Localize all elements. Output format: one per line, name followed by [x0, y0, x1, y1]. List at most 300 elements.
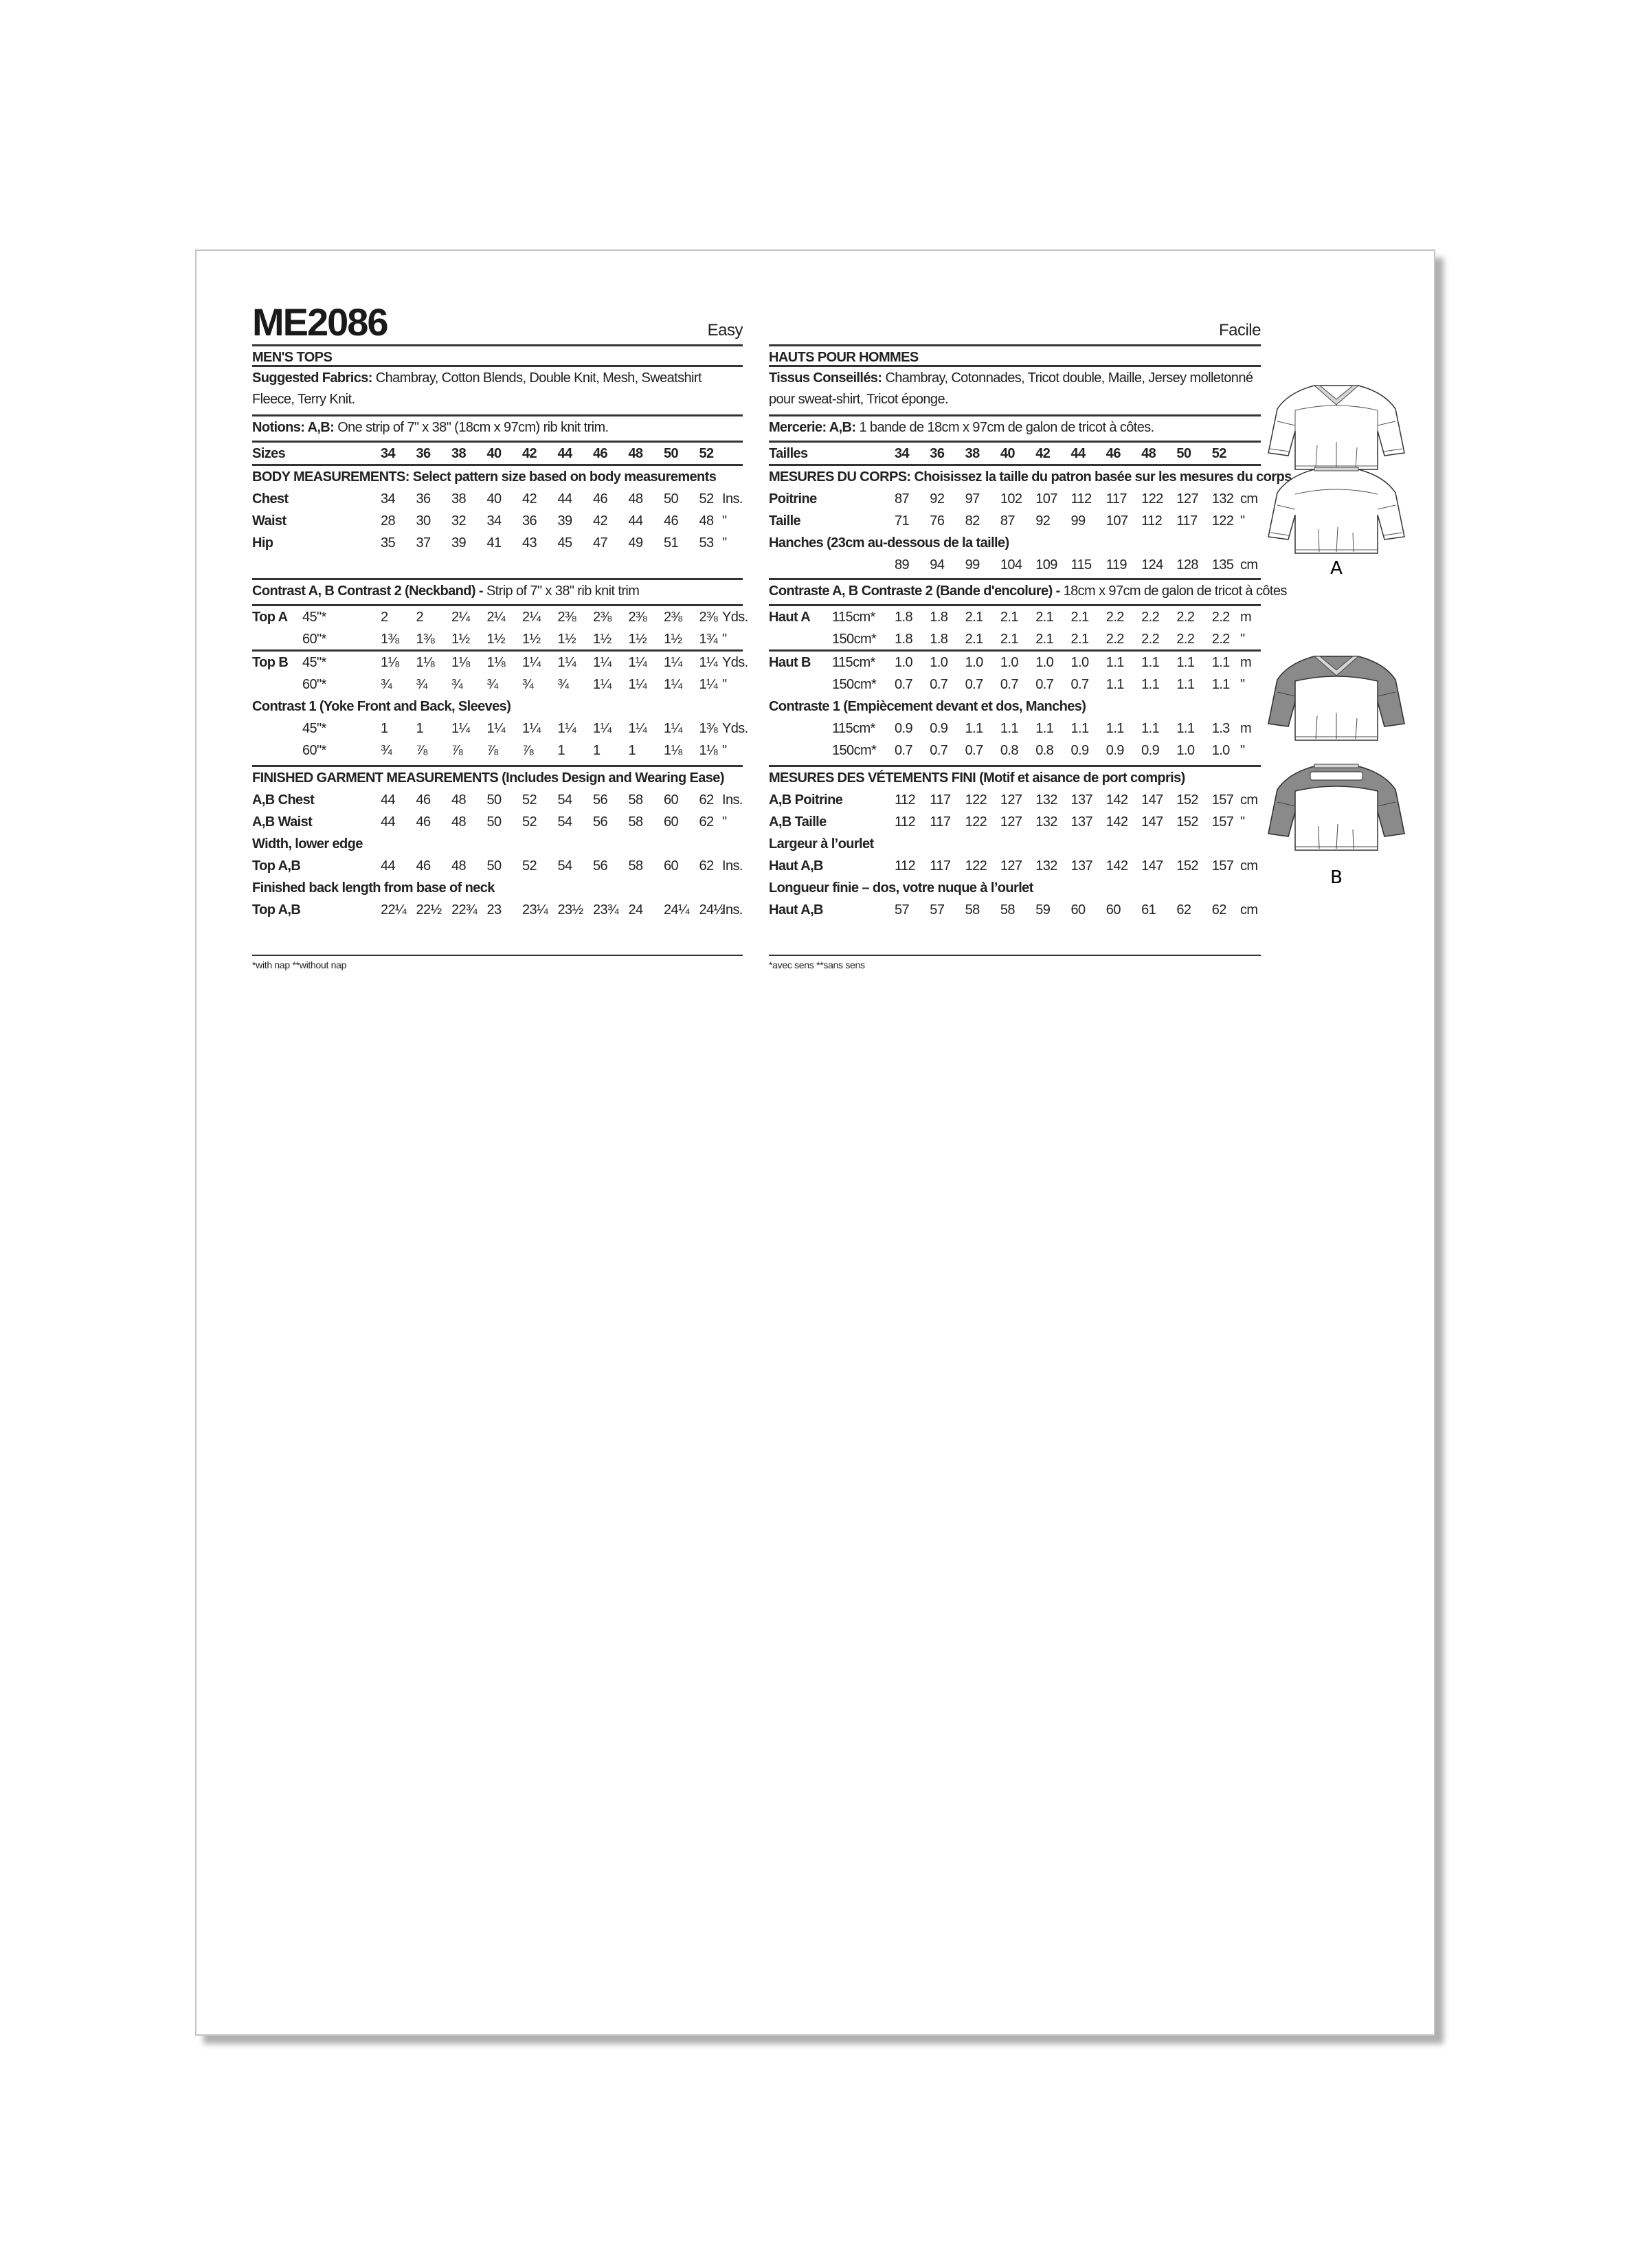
table-section [252, 765, 743, 955]
unit-label: " [722, 632, 727, 647]
fabric-width: 45"* [302, 610, 326, 625]
cell-value: 127 [1176, 491, 1198, 507]
cell-value: 2.1 [1070, 632, 1089, 647]
row-label: A,B Taille [769, 814, 827, 830]
cell-value: 1.1 [1141, 721, 1160, 736]
cell-value: 2¼ [451, 610, 470, 625]
cell-value: 35 [381, 535, 396, 551]
cell-value: 1⅛ [664, 743, 682, 758]
cell-value: 1⅛ [451, 655, 470, 670]
cell-value: 1 [557, 743, 565, 758]
view-a-label: A [1330, 558, 1343, 579]
table-row [769, 628, 1261, 650]
cell-value: 36 [522, 513, 537, 529]
row-label: A,B Chest [252, 792, 315, 808]
fabric-width: 115cm* [832, 721, 875, 736]
subsection-label: Finished back length from base of neck [252, 880, 495, 896]
cell-value: 2.2 [1176, 610, 1195, 625]
footnote [769, 956, 1261, 978]
cell-value: 2.2 [1106, 610, 1124, 625]
cell-value: 2.2 [1211, 610, 1230, 625]
cell-value: 102 [1000, 491, 1022, 507]
table-section [252, 604, 748, 649]
cell-value: 117 [1106, 491, 1127, 507]
table-section [252, 365, 743, 414]
subsection-label: Largeur à l’ourlet [769, 836, 874, 852]
table-section [252, 578, 743, 604]
cell-value: 56 [593, 858, 608, 874]
cell-value: 0.7 [1035, 677, 1054, 692]
cell-value: 112 [895, 792, 916, 808]
size-value: 52 [699, 446, 714, 461]
cell-value: 2.1 [965, 610, 983, 625]
table-row [769, 554, 1261, 576]
fabric-width: 115cm* [832, 610, 875, 625]
cell-value: 50 [664, 491, 679, 507]
unit-label: Ins. [722, 858, 743, 874]
cell-value: 42 [522, 491, 537, 507]
table-row [252, 510, 743, 532]
table-section [769, 414, 1261, 441]
cell-value: 1⅜ [699, 721, 718, 736]
subsection-note: 18cm x 97cm de galon de tricot à côtes [1059, 583, 1287, 599]
cell-value: 0.9 [1141, 743, 1160, 758]
row-label: Haut A,B [769, 902, 823, 918]
cell-value: 0.9 [1070, 743, 1089, 758]
cell-value: 0.7 [930, 677, 948, 692]
cell-value: 127 [1000, 792, 1022, 808]
size-value: 48 [1141, 446, 1156, 461]
cell-value: 117 [930, 814, 951, 830]
cell-value: 132 [1035, 814, 1057, 830]
info-label: Mercerie: A,B: [769, 420, 856, 435]
cell-value: 34 [486, 513, 502, 529]
table-row [252, 740, 743, 761]
cell-value: 92 [930, 491, 945, 507]
cell-value: 1.0 [1211, 743, 1230, 758]
cell-value: 117 [1176, 513, 1198, 529]
unit-label: " [722, 535, 727, 551]
fabric-width: 45"* [302, 655, 326, 670]
size-value: 38 [451, 446, 467, 461]
cell-value: 2¼ [522, 610, 541, 625]
cell-value: 82 [965, 513, 980, 529]
table-row [769, 606, 1261, 628]
cell-value: 22¾ [451, 902, 478, 918]
cell-value: 58 [965, 902, 980, 918]
cell-value: 1.1 [1211, 655, 1230, 670]
cell-value: 1.8 [930, 610, 948, 625]
table-row [252, 811, 743, 833]
row-label: Top A [252, 610, 288, 625]
subsection-heading [252, 767, 743, 789]
info-label: Suggested Fabrics: [252, 370, 372, 386]
cell-value: 1.1 [1141, 677, 1160, 692]
cell-value: 1¼ [628, 677, 647, 692]
view-b-back [1268, 764, 1404, 850]
cell-value: 107 [1035, 491, 1057, 507]
cell-value: 2.2 [1141, 632, 1160, 647]
cell-value: 60 [664, 792, 679, 808]
size-value: 40 [1000, 446, 1015, 461]
cell-value: 54 [557, 814, 572, 830]
cell-value: 1¼ [451, 721, 470, 736]
cell-value: 58 [1000, 902, 1015, 918]
info-text: Chambray, Cotonnades, Tricot double, Maille, Jersey molletonné pour sweat-shirt, Tricot éponge. [769, 370, 1253, 407]
unit-label: m [1240, 721, 1252, 736]
sizes-row [769, 443, 1261, 465]
unit-label: cm [1240, 858, 1258, 874]
view-a-back [1268, 467, 1404, 553]
cell-value: 1¼ [664, 721, 682, 736]
title-bar [769, 302, 1261, 344]
cell-value: 23¼ [522, 902, 548, 918]
cell-value: 42 [593, 513, 608, 529]
cell-value: 30 [416, 513, 431, 529]
table-row [769, 855, 1261, 877]
unit-label: cm [1240, 491, 1258, 507]
info-paragraph [252, 416, 743, 438]
cell-value: 1.3 [1211, 721, 1230, 736]
table-section [252, 441, 743, 464]
cell-value: 1¼ [557, 721, 576, 736]
size-value: 50 [664, 446, 679, 461]
table-section [769, 578, 1287, 604]
cell-value: 58 [628, 858, 643, 874]
size-value: 40 [486, 446, 502, 461]
subsection-label: Contraste A, B Contraste 2 (Bande d'encolure) - [769, 583, 1060, 599]
cell-value: 0.8 [1000, 743, 1018, 758]
subsection-heading [252, 877, 743, 899]
difficulty-label: Easy [707, 321, 743, 340]
cell-value: 1.1 [1106, 677, 1124, 692]
cell-value: 54 [557, 792, 572, 808]
cell-value: 1¼ [593, 677, 612, 692]
row-label: Taille [769, 513, 801, 529]
cell-value: ⅞ [416, 743, 427, 758]
cell-value: 2⅜ [593, 610, 612, 625]
cell-value: 147 [1141, 858, 1163, 874]
cell-value: 1 [593, 743, 601, 758]
cell-value: ¾ [486, 677, 498, 692]
cell-value: 137 [1070, 814, 1093, 830]
cell-value: 0.7 [930, 743, 948, 758]
cell-value: ¾ [451, 677, 463, 692]
cell-value: 1.1 [1000, 721, 1018, 736]
cell-value: 47 [593, 535, 608, 551]
table-section [769, 365, 1261, 414]
table-row [252, 789, 743, 811]
table-section [252, 955, 743, 982]
cell-value: 60 [664, 814, 679, 830]
table-section [769, 604, 1261, 649]
cell-value: 1⅜ [381, 632, 399, 647]
cell-value: 46 [416, 792, 431, 808]
info-label: Notions: A,B: [252, 420, 335, 435]
cell-value: 122 [965, 792, 987, 808]
size-value: 52 [1211, 446, 1226, 461]
row-label: A,B Waist [252, 814, 313, 830]
cell-value: 62 [1211, 902, 1226, 918]
cell-value: 1.8 [930, 632, 948, 647]
table-row [252, 488, 743, 510]
cell-value: 52 [522, 792, 537, 808]
cell-value: 23¾ [593, 902, 619, 918]
cell-value: 2⅜ [628, 610, 647, 625]
cell-value: 0.7 [895, 743, 913, 758]
cell-value: 46 [664, 513, 679, 529]
cell-value: 23½ [557, 902, 583, 918]
cell-value: 61 [1141, 902, 1156, 918]
cell-value: 1.1 [1106, 721, 1124, 736]
row-label: Top A,B [252, 902, 301, 918]
unit-label: Yds. [722, 610, 748, 625]
unit-label: " [1240, 814, 1245, 830]
cell-value: 107 [1106, 513, 1128, 529]
french-blocks [769, 344, 1292, 982]
cell-value: 22½ [416, 902, 442, 918]
cell-value: 109 [1035, 557, 1057, 572]
cell-value: 46 [593, 491, 608, 507]
cell-value: 28 [381, 513, 396, 529]
cell-value: 0.7 [1070, 677, 1089, 692]
cell-value: 2.1 [1000, 632, 1018, 647]
table-section [252, 344, 743, 365]
cell-value: 1¼ [522, 721, 541, 736]
cell-value: 142 [1106, 814, 1128, 830]
cell-value: 62 [699, 858, 714, 874]
cell-value: 137 [1070, 792, 1093, 808]
cell-value: 50 [486, 792, 502, 808]
cell-value: 0.7 [1000, 677, 1018, 692]
cell-value: 117 [930, 792, 951, 808]
cell-value: 152 [1176, 814, 1198, 830]
cell-value: 1.0 [930, 655, 948, 670]
fabric-width: 60"* [302, 677, 326, 692]
section-heading [252, 346, 743, 368]
cell-value: 76 [930, 513, 945, 529]
cell-value: 57 [895, 902, 910, 918]
cell-value: 1½ [664, 632, 682, 647]
cell-value: 1.1 [965, 721, 983, 736]
info-label: Tissus Conseillés: [769, 370, 882, 386]
cell-value: 132 [1035, 792, 1057, 808]
info-text: One strip of 7" x 38" (18cm x 97cm) rib knit trim. [337, 420, 609, 435]
table-section [252, 414, 743, 441]
cell-value: 157 [1211, 858, 1234, 874]
cell-value: 1.1 [1106, 655, 1124, 670]
cell-value: 46 [416, 858, 431, 874]
cell-value: 44 [628, 513, 643, 529]
cell-value: 1¼ [699, 655, 718, 670]
cell-value: 2⅜ [557, 610, 576, 625]
cell-value: ⅞ [451, 743, 463, 758]
cell-value: 1.0 [1035, 655, 1054, 670]
cell-value: 1.0 [1070, 655, 1089, 670]
cell-value: 137 [1070, 858, 1093, 874]
cell-value: 1.8 [895, 632, 913, 647]
cell-value: 1¼ [628, 655, 647, 670]
cell-value: 46 [416, 814, 431, 830]
subsection-heading [769, 833, 1261, 855]
info-paragraph [769, 367, 1261, 410]
unit-label: " [722, 513, 727, 529]
subsection-heading [769, 696, 1261, 718]
cell-value: 39 [451, 535, 467, 551]
size-value: 42 [1035, 446, 1051, 461]
cell-value: 57 [930, 902, 945, 918]
cell-value: 2¼ [486, 610, 506, 625]
cell-value: 112 [1141, 513, 1163, 529]
cell-value: 1¼ [593, 721, 612, 736]
cell-value: 60 [1070, 902, 1086, 918]
cell-value: 2⅜ [699, 610, 718, 625]
cell-value: 45 [557, 535, 572, 551]
cell-value: 48 [699, 513, 714, 529]
subsection-label: MESURES DES VÉTEMENTS FINI (Motif et aisance de port compris) [769, 770, 1185, 786]
fabric-width: 150cm* [832, 632, 877, 647]
heading-text: MEN'S TOPS [252, 350, 333, 365]
subsection-label: MESURES DU CORPS: Choisissez la taille du patron basée sur les mesures du corps [769, 469, 1292, 485]
cell-value: 2.1 [1000, 610, 1018, 625]
subsection-label: Contrast A, B Contrast 2 (Neckband) - [252, 583, 483, 599]
cell-value: 1½ [522, 632, 541, 647]
cell-value: 2.1 [1035, 632, 1054, 647]
section-heading [769, 346, 1261, 368]
cell-value: 1¼ [593, 655, 612, 670]
cell-value: 22¼ [381, 902, 407, 918]
cell-value: 0.9 [895, 721, 913, 736]
table-row [769, 789, 1261, 811]
cell-value: 1.0 [965, 655, 983, 670]
size-value: 36 [930, 446, 945, 461]
cell-value: 1⅛ [381, 655, 399, 670]
english-column [252, 300, 748, 982]
cell-value: 44 [381, 792, 396, 808]
cell-value: 2.2 [1141, 610, 1160, 625]
table-section [252, 649, 748, 765]
cell-value: 87 [895, 491, 910, 507]
cell-value: 62 [1176, 902, 1191, 918]
subsection-heading [769, 877, 1261, 899]
cell-value: 99 [965, 557, 980, 572]
unit-label: " [1240, 632, 1245, 647]
table-section [252, 464, 743, 578]
cell-value: 36 [416, 491, 431, 507]
unit-label: " [1240, 513, 1245, 529]
cell-value: 1¼ [699, 677, 718, 692]
size-value: 42 [522, 446, 537, 461]
cell-value: 1.1 [1070, 721, 1089, 736]
row-label: Hip [252, 535, 273, 551]
cell-value: ¾ [381, 743, 392, 758]
french-column [769, 302, 1292, 982]
cell-value: 1.1 [1035, 721, 1054, 736]
cell-value: 112 [895, 814, 916, 830]
cell-value: 39 [557, 513, 572, 529]
unit-label: " [1240, 743, 1245, 758]
row-label: Haut B [769, 655, 811, 670]
table-row [769, 510, 1261, 532]
row-label: Haut A,B [769, 858, 823, 874]
cell-value: 2 [416, 610, 424, 625]
cell-value: 124 [1141, 557, 1163, 572]
cell-value: 1.1 [1141, 655, 1160, 670]
cell-value: 1¼ [486, 721, 506, 736]
cell-value: 1½ [486, 632, 506, 647]
info-paragraph [252, 367, 743, 410]
cell-value: 53 [699, 535, 714, 551]
cell-value: 1½ [628, 632, 647, 647]
cell-value: 122 [1141, 491, 1163, 507]
cell-value: 99 [1070, 513, 1086, 529]
table-row [769, 899, 1261, 921]
cell-value: 0.7 [895, 677, 913, 692]
view-b-label: B [1330, 867, 1343, 888]
difficulty-label: Facile [1218, 321, 1261, 340]
fabric-width: 45"* [302, 721, 326, 736]
cell-value: ⅞ [486, 743, 498, 758]
cell-value: 1½ [593, 632, 612, 647]
table-section [769, 464, 1292, 578]
footnote-text: *avec sens **sans sens [769, 959, 865, 970]
cell-value: 1.0 [895, 655, 913, 670]
cell-value: 89 [895, 557, 910, 572]
cell-value: 104 [1000, 557, 1022, 572]
cell-value: 24 [628, 902, 643, 918]
heading-text: HAUTS POUR HOMMES [769, 350, 919, 365]
cell-value: 2.1 [1070, 610, 1089, 625]
cell-value: 24¼ [664, 902, 690, 918]
cell-value: 1¼ [628, 721, 647, 736]
cell-value: 44 [381, 814, 396, 830]
cell-value: 52 [699, 491, 714, 507]
table-row [252, 899, 743, 921]
table-row [769, 674, 1261, 696]
subsection-label: FINISHED GARMENT MEASUREMENTS (Includes Design and Wearing Ease) [252, 770, 724, 786]
subsection-label: Width, lower edge [252, 836, 363, 852]
cell-value: 62 [699, 814, 714, 830]
cell-value: 157 [1211, 814, 1234, 830]
title-bar [252, 302, 743, 344]
cell-value: 24½ [699, 902, 725, 918]
cell-value: 38 [451, 491, 467, 507]
cell-value: 48 [451, 858, 467, 874]
cell-value: 1.0 [1176, 743, 1195, 758]
cell-value: 44 [381, 858, 396, 874]
cell-value: 112 [895, 858, 916, 874]
cell-value: 56 [593, 792, 608, 808]
cell-value: 0.7 [965, 743, 983, 758]
cell-value: 128 [1176, 557, 1198, 572]
table-section [769, 649, 1261, 765]
cell-value: 0.7 [965, 677, 983, 692]
subsection-label: Hanches (23cm au-dessous de la taille) [769, 535, 1009, 551]
cell-value: 0.9 [930, 721, 948, 736]
subsection-heading [252, 696, 743, 718]
cell-value: 51 [664, 535, 679, 551]
cell-value: 1 [416, 721, 424, 736]
cell-value: 122 [965, 858, 987, 874]
footnote [252, 956, 743, 978]
fabric-width: 60"* [302, 743, 326, 758]
english-blocks [252, 344, 748, 982]
size-value: 36 [416, 446, 431, 461]
info-text: Chambray, Cotton Blends, Double Knit, Mesh, Sweatshirt Fleece, Terry Knit. [252, 370, 702, 407]
cell-value: ⅞ [522, 743, 534, 758]
cell-value: 40 [486, 491, 502, 507]
cell-value: 147 [1141, 792, 1163, 808]
